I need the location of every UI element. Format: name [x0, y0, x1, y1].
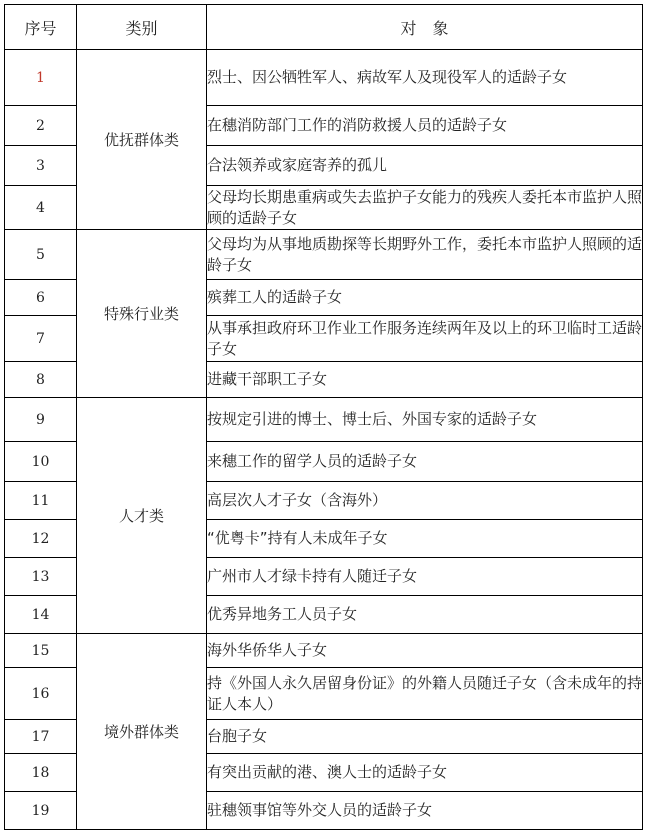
- table-row: [5, 398, 643, 442]
- object-cell: 在穗消防部门工作的消防救援人员的适龄子女: [207, 106, 643, 146]
- object-cell: 海外华侨华人子女: [207, 634, 643, 668]
- category-cell: 优抚群体类: [77, 50, 207, 230]
- object-cell: 优秀异地务工人员子女: [207, 596, 643, 634]
- header-object: 对 象: [207, 5, 643, 50]
- object-cell: 来穗工作的留学人员的适龄子女: [207, 442, 643, 482]
- object-cell: 广州市人才绿卡持有人随迁子女: [207, 558, 643, 596]
- row-number: 9: [5, 398, 77, 442]
- object-cell: 父母均为从事地质勘探等长期野外工作，委托本市监护人照顾的适龄子女: [207, 230, 643, 280]
- table-body: [5, 50, 643, 830]
- object-cell: 父母均长期患重病或失去监护子女能力的残疾人委托本市监护人照顾的适龄子女: [207, 186, 643, 230]
- category-cell: 境外群体类: [77, 634, 207, 830]
- category-cell: 特殊行业类: [77, 230, 207, 398]
- row-number: 11: [5, 482, 77, 520]
- row-number: 16: [5, 668, 77, 720]
- object-cell: 按规定引进的博士、博士后、外国专家的适龄子女: [207, 398, 643, 442]
- row-number: 13: [5, 558, 77, 596]
- row-number: 2: [5, 106, 77, 146]
- object-cell: 持《外国人永久居留身份证》的外籍人员随迁子女（含未成年的持证人本人）: [207, 668, 643, 720]
- row-number: 15: [5, 634, 77, 668]
- row-number: 8: [5, 362, 77, 398]
- object-cell: 高层次人才子女（含海外）: [207, 482, 643, 520]
- row-number: 18: [5, 754, 77, 792]
- row-number: 17: [5, 720, 77, 754]
- category-cell: 人才类: [77, 398, 207, 634]
- header-row: [5, 5, 643, 50]
- table-row: [5, 230, 643, 280]
- row-number: 4: [5, 186, 77, 230]
- object-cell: 殡葬工人的适龄子女: [207, 280, 643, 316]
- object-cell: “优粤卡”持有人未成年子女: [207, 520, 643, 558]
- object-cell: 进藏干部职工子女: [207, 362, 643, 398]
- object-cell: 从事承担政府环卫作业工作服务连续两年及以上的环卫临时工适龄子女: [207, 316, 643, 362]
- row-number: 10: [5, 442, 77, 482]
- row-number: 19: [5, 792, 77, 830]
- object-cell: 有突出贡献的港、澳人士的适龄子女: [207, 754, 643, 792]
- row-number: 7: [5, 316, 77, 362]
- table-row: [5, 50, 643, 106]
- row-number: 3: [5, 146, 77, 186]
- object-cell: 烈士、因公牺牲军人、病故军人及现役军人的适龄子女: [207, 50, 643, 106]
- header-category: 类别: [77, 5, 207, 50]
- header-number: 序号: [5, 5, 77, 50]
- table-row: [5, 634, 643, 668]
- object-cell: 台胞子女: [207, 720, 643, 754]
- row-number: 6: [5, 280, 77, 316]
- row-number: 5: [5, 230, 77, 280]
- row-number: 1: [5, 50, 77, 106]
- eligibility-table: [4, 4, 643, 830]
- object-cell: 合法领养或家庭寄养的孤儿: [207, 146, 643, 186]
- row-number: 14: [5, 596, 77, 634]
- object-cell: 驻穗领事馆等外交人员的适龄子女: [207, 792, 643, 830]
- row-number: 12: [5, 520, 77, 558]
